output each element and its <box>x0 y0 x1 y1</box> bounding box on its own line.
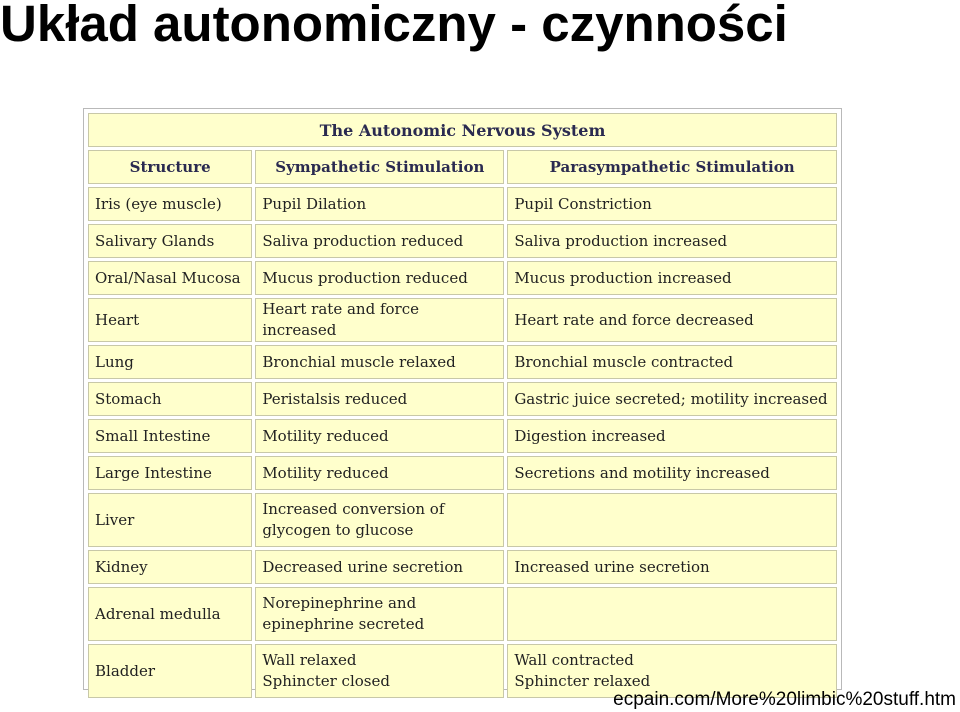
table-caption: The Autonomic Nervous System <box>88 113 837 147</box>
table-row <box>88 419 837 453</box>
sympathetic-cell: Peristalsis reduced <box>255 382 504 416</box>
sympathetic-cell: Saliva production reduced <box>255 224 504 258</box>
table-row <box>88 187 837 221</box>
column-header-structure: Structure <box>88 150 252 184</box>
parasympathetic-cell: Wall contracted Sphincter relaxed <box>507 644 837 698</box>
sympathetic-cell: Norepinephrine and epinephrine secreted <box>255 587 504 641</box>
table-row <box>88 224 837 258</box>
source-url-caption: ecpain.com/More%20limbic%20stuff.htm <box>613 689 956 710</box>
table-row <box>88 456 837 490</box>
sympathetic-cell: Decreased urine secretion <box>255 550 504 584</box>
sympathetic-cell: Heart rate and force increased <box>255 298 504 342</box>
sympathetic-cell: Increased conversion of glycogen to glucose <box>255 493 504 547</box>
structure-cell: Liver <box>88 493 252 547</box>
structure-cell: Adrenal medulla <box>88 587 252 641</box>
structure-cell: Lung <box>88 345 252 379</box>
structure-cell: Large Intestine <box>88 456 252 490</box>
parasympathetic-cell: Secretions and motility increased <box>507 456 837 490</box>
structure-cell: Oral/Nasal Mucosa <box>88 261 252 295</box>
table-row <box>88 550 837 584</box>
structure-cell: Iris (eye muscle) <box>88 187 252 221</box>
structure-cell: Bladder <box>88 644 252 698</box>
parasympathetic-cell <box>507 493 837 547</box>
parasympathetic-cell: Heart rate and force decreased <box>507 298 837 342</box>
parasympathetic-cell: Saliva production increased <box>507 224 837 258</box>
parasympathetic-cell <box>507 587 837 641</box>
table-row <box>88 382 837 416</box>
parasympathetic-cell: Mucus production increased <box>507 261 837 295</box>
autonomic-nervous-system-table <box>85 110 840 701</box>
table-row <box>88 298 837 342</box>
column-header-sympathetic: Sympathetic Stimulation <box>255 150 504 184</box>
parasympathetic-cell: Digestion increased <box>507 419 837 453</box>
table-row <box>88 261 837 295</box>
structure-cell: Salivary Glands <box>88 224 252 258</box>
table-row <box>88 493 837 547</box>
table-row <box>88 587 837 641</box>
slide-title: Układ autonomiczny - czynności <box>0 0 788 52</box>
sympathetic-cell: Bronchial muscle relaxed <box>255 345 504 379</box>
sympathetic-cell: Motility reduced <box>255 456 504 490</box>
sympathetic-cell: Motility reduced <box>255 419 504 453</box>
sympathetic-cell: Mucus production reduced <box>255 261 504 295</box>
table-row <box>88 345 837 379</box>
parasympathetic-cell: Bronchial muscle contracted <box>507 345 837 379</box>
column-header-parasympathetic: Parasympathetic Stimulation <box>507 150 837 184</box>
sympathetic-cell: Wall relaxed Sphincter closed <box>255 644 504 698</box>
parasympathetic-cell: Gastric juice secreted; motility increased <box>507 382 837 416</box>
structure-cell: Kidney <box>88 550 252 584</box>
sympathetic-cell: Pupil Dilation <box>255 187 504 221</box>
structure-cell: Stomach <box>88 382 252 416</box>
structure-cell: Heart <box>88 298 252 342</box>
structure-cell: Small Intestine <box>88 419 252 453</box>
parasympathetic-cell: Pupil Constriction <box>507 187 837 221</box>
autonomic-table-image <box>83 108 842 690</box>
parasympathetic-cell: Increased urine secretion <box>507 550 837 584</box>
